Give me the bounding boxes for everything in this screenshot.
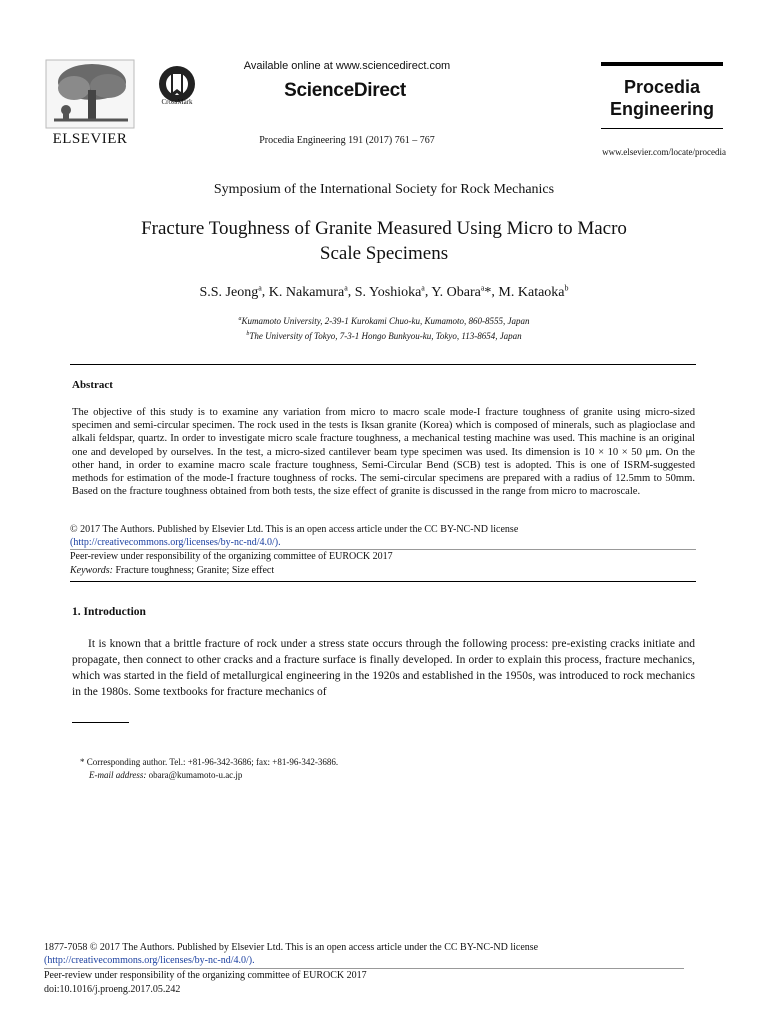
author[interactable]: S.S. Jeong$^a$	[199, 283, 262, 300]
abstract-top-rule	[70, 364, 696, 365]
footnote-rule	[72, 722, 129, 723]
crossmark-label: CrossMark	[161, 98, 193, 106]
abstract-peer-review: Peer-review under responsibility of the organizing committee of EUROCK 2017	[70, 551, 393, 562]
title-line-2: Scale Specimens	[319, 243, 449, 264]
journal-box-bottom-rule	[601, 128, 723, 129]
license-separator	[70, 549, 696, 550]
introduction-body: It is known that a brittle fracture of rock under a stress state occurs through the following process: pre-existing cracks initiate and propagate, then connect to other cracks and a fracture surface is finally developed. In order to explain this process, fracture mechanics, which was started in the field of metallurgical engineering in the 1920s and established in the 1950s, was introduced to rock mechanics in the 1980s. Some textbooks for fracture mechanics of	[72, 638, 695, 698]
footer-separator	[44, 968, 684, 969]
page-footer	[44, 941, 724, 967]
abstract-body: The objective of this study is to examine any variation from micro to macro scale mode-I fracture toughness of granite using micro-sized specimen and semi-circular specimen. The rock used in the tests is Iksan granite (Korea) which is composed of minerals, such as plagioclase and alkali feldspar, quartz. In order to investigate micro scale fracture toughness, a mechanical testing machine was used. This machine is an original one and developed by ourselves. In the test, a micro-sized cantilever beam type specimen was used. Its dimension is 10 × 10 × 50 μm. On the other hand, in order to examine macro scale fracture toughness, Semi-Circular Bend (SCB) test is adopted. This is one of ISRM-suggested methods for estimation of the mode-I fracture toughness of rocks. The semi-circular specimens are prepared with a radius of 12.5mm to 50mm. Based on the fracture toughness obtained from both tests, the size effect of granite is discussed in the range from micro to macroscale.	[72, 407, 695, 498]
author-list: S.S. Jeong$^a$, K. Nakamura$^a$, S. Yoshioka$^a$, Y. Obara$^a$*, M. Kataoka$^b$	[199, 283, 569, 300]
journal-name-line2: Engineering	[609, 99, 714, 119]
license-link[interactable]: (http://creativecommons.org/licenses/by-nc-nd/4.0/).	[70, 537, 281, 548]
journal-url[interactable]: www.elsevier.com/locate/procedia	[602, 147, 726, 157]
footer-peer-review: Peer-review under responsibility of the organizing committee of EUROCK 2017	[44, 970, 367, 981]
copyright-line: © 2017 The Authors. Published by Elsevier Ltd. This is an open access article under the CC BY-NC-ND license	[70, 524, 519, 535]
email-label: E-mail address:	[89, 770, 147, 780]
author[interactable]: S. Yoshioka$^a$	[354, 283, 425, 300]
abstract-license	[70, 523, 696, 549]
article-title	[60, 216, 708, 266]
publisher-logo-text: ELSEVIER	[52, 131, 128, 147]
abstract-heading: Abstract	[72, 379, 113, 391]
corresponding-author-note: * Corresponding author. Tel.: +81-96-342-3686; fax: +81-96-342-3686.	[80, 757, 339, 767]
title-line-1: Fracture Toughness of Granite Measured Using Micro to Macro	[141, 218, 627, 239]
keywords-label: Keywords:	[70, 565, 113, 576]
elsevier-logo	[44, 58, 136, 150]
crossmark-badge[interactable]	[154, 64, 200, 110]
email-link[interactable]: obara@kumamoto-u.ac.jp	[148, 770, 243, 780]
section-heading-introduction: 1. Introduction	[72, 606, 146, 618]
journal-citation: Procedia Engineering 191 (2017) 761 – 767	[259, 135, 435, 146]
journal-name-line1: Procedia	[623, 77, 701, 97]
sciencedirect-logo[interactable]: ScienceDirect	[284, 80, 406, 101]
journal-box-rule	[601, 62, 723, 66]
affiliation: $^a$Kumamoto University, 2-39-1 Kurokami Chuo-ku, Kumamoto, 860-8555, Japan	[238, 316, 530, 326]
symposium-name: Symposium of the International Society for Rock Mechanics	[213, 182, 555, 197]
author[interactable]: K. Nakamura$^a$	[268, 283, 348, 300]
issn-line: 1877-7058 © 2017 The Authors. Published by Elsevier Ltd. This is an open access article under the CC BY-NC-ND license	[44, 942, 539, 953]
affiliation: $^b$The University of Tokyo, 7-3-1 Hongo Bunkyou-ku, Tokyo, 113-8654, Japan	[246, 331, 522, 341]
elsevier-tree-icon	[44, 58, 136, 130]
keywords-list: Fracture toughness; Granite; Size effect	[115, 565, 275, 576]
author[interactable]: Y. Obara$^a$*	[431, 283, 492, 300]
affiliations	[60, 313, 708, 343]
footnote	[80, 756, 680, 782]
journal-name	[601, 76, 723, 120]
author[interactable]: M. Kataoka$^b$	[498, 283, 569, 300]
available-online[interactable]: Available online at www.sciencedirect.com	[243, 60, 451, 72]
abstract-bottom-rule	[70, 581, 696, 582]
doi[interactable]: doi:10.1016/j.proeng.2017.05.242	[44, 984, 181, 995]
footer-license-link[interactable]: (http://creativecommons.org/licenses/by-nc-nd/4.0/).	[44, 955, 255, 966]
keywords	[70, 565, 696, 576]
